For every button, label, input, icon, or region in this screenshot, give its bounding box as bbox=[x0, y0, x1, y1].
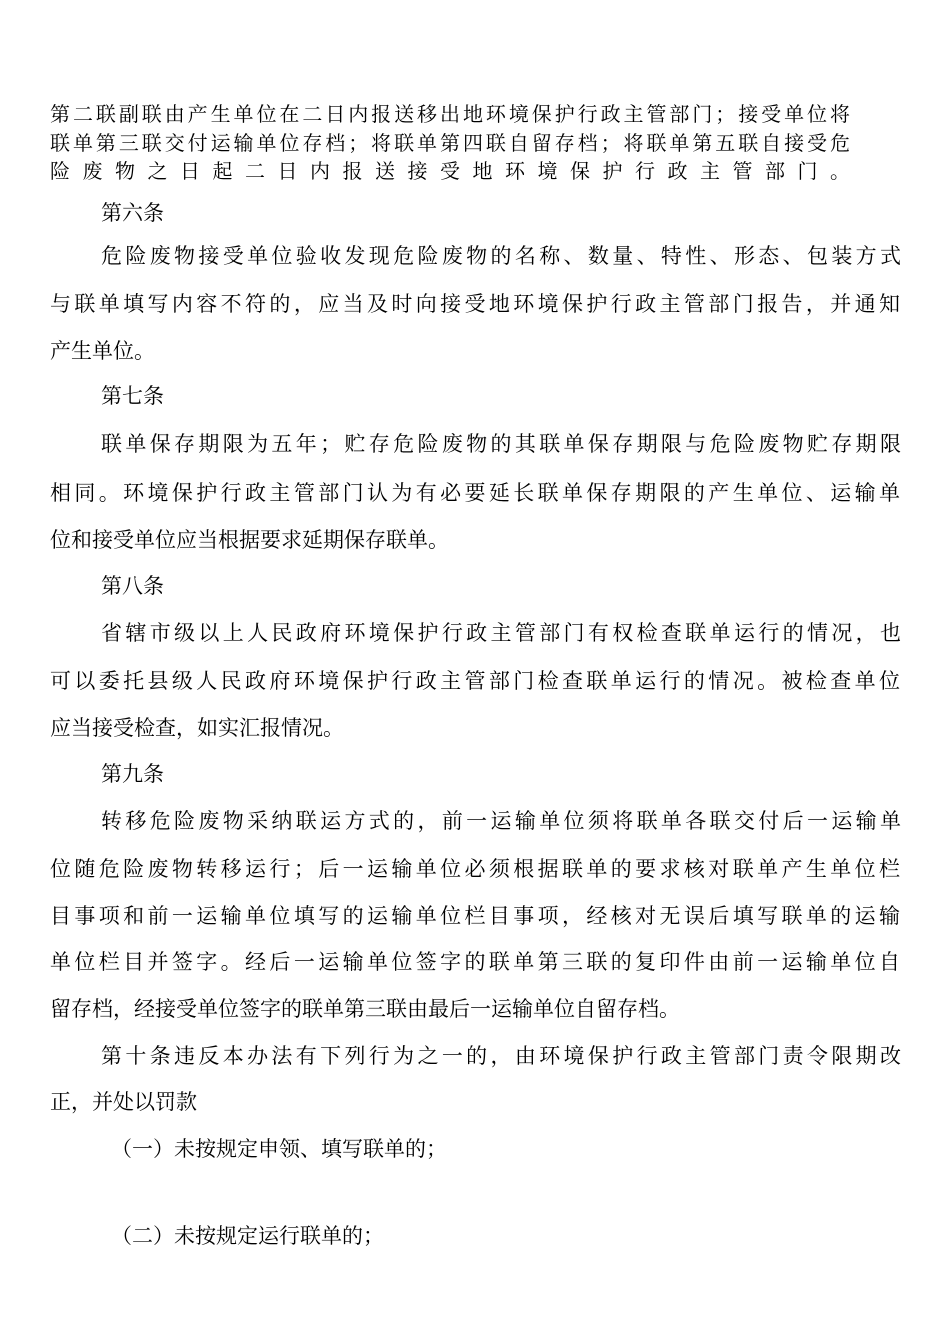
article-9-line-5: 留存档，经接受单位签字的联单第三联由最后一运输单位自留存档。 bbox=[50, 997, 680, 1021]
intro-line-1: 第二联副联由产生单位在二日内报送移出地环境保护行政主管部门；接受单位将 bbox=[50, 102, 853, 126]
article-10-line-1: 第十条违反本办法有下列行为之一的，由环境保护行政主管部门责令限期改 bbox=[101, 1044, 905, 1068]
article-9-line-4: 单位栏目并签字。经后一运输单位签字的联单第三联的复印件由前一运输单位自 bbox=[50, 950, 904, 974]
article-8-line-3: 应当接受检查，如实汇报情况。 bbox=[50, 716, 344, 740]
article-7-line-3: 位和接受单位应当根据要求延期保存联单。 bbox=[50, 528, 449, 552]
article-10-item-1: （一）未按规定申领、填写联单的； bbox=[111, 1137, 447, 1161]
article-9-line-3: 目事项和前一运输单位填写的运输单位栏目事项，经核对无误后填写联单的运输 bbox=[50, 904, 904, 928]
article-6-line-1: 危险废物接受单位验收发现危险废物的名称、数量、特性、形态、包装方式 bbox=[101, 244, 905, 268]
article-6-line-2: 与联单填写内容不符的，应当及时向接受地环境保护行政主管部门报告，并通知 bbox=[50, 292, 904, 316]
intro-line-3: 险废物之日起二日内报送接受地环境保护行政主管部门。 bbox=[50, 159, 863, 183]
article-10-item-2: （二）未按规定运行联单的； bbox=[111, 1224, 384, 1248]
article-7-heading: 第七条 bbox=[101, 384, 164, 408]
article-9-line-2: 位随危险废物转移运行；后一运输单位必须根据联单的要求核对联单产生单位栏 bbox=[50, 857, 904, 881]
article-6-heading: 第六条 bbox=[101, 201, 164, 225]
intro-line-2: 联单第三联交付运输单位存档；将联单第四联自留存档；将联单第五联自接受危 bbox=[50, 131, 853, 155]
article-6-line-3: 产生单位。 bbox=[50, 339, 155, 363]
article-10-line-2: 正，并处以罚款 bbox=[50, 1090, 197, 1114]
article-8-heading: 第八条 bbox=[101, 574, 164, 598]
article-8-line-2: 可以委托县级人民政府环境保护行政主管部门检查联单运行的情况。被检查单位 bbox=[50, 669, 904, 693]
article-7-line-2: 相同。环境保护行政主管部门认为有必要延长联单保存期限的产生单位、运输单 bbox=[50, 481, 904, 505]
article-9-line-1: 转移危险废物采纳联运方式的，前一运输单位须将联单各联交付后一运输单 bbox=[101, 809, 905, 833]
article-8-line-1: 省辖市级以上人民政府环境保护行政主管部门有权检查联单运行的情况，也 bbox=[101, 621, 905, 645]
article-9-heading: 第九条 bbox=[101, 762, 164, 786]
article-7-line-1: 联单保存期限为五年；贮存危险废物的其联单保存期限与危险废物贮存期限 bbox=[101, 432, 905, 456]
